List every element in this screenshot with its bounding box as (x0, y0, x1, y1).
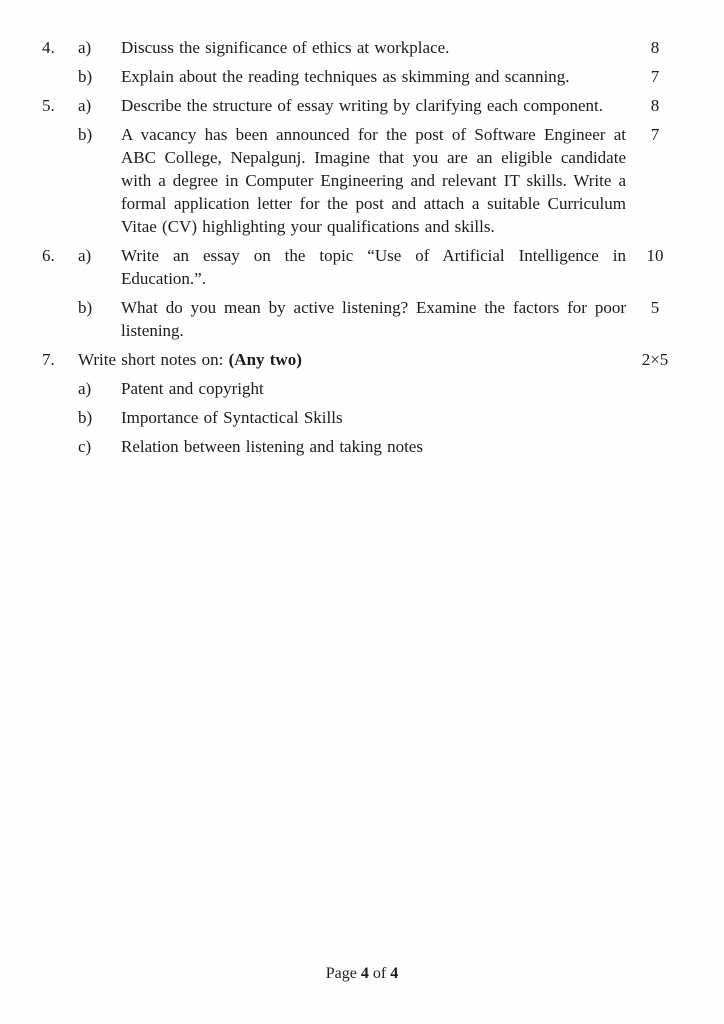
question-number: 6. (42, 246, 55, 265)
part-label: c) (78, 437, 92, 456)
marks-value: 7 (650, 125, 660, 144)
question-list (42, 36, 684, 464)
question-text: Discuss the significance of ethics at workplace. (121, 38, 450, 57)
footer-label: Page (325, 965, 361, 982)
question-number: 4. (42, 38, 55, 57)
marks-value: 10 (646, 246, 664, 265)
part-label: a) (78, 38, 92, 57)
part-label: b) (78, 408, 93, 427)
footer-page-number: 4 (360, 965, 369, 982)
question-number: 7. (42, 350, 55, 369)
marks-value: 5 (650, 298, 660, 317)
marks-value: 7 (650, 67, 660, 86)
question-text: Relation between listening and taking notes (121, 437, 423, 456)
question-text: What do you mean by active listening? Examine the factors for poor listening. (121, 298, 626, 340)
marks-value: 8 (650, 96, 660, 115)
footer-of: of (368, 965, 391, 982)
marks-value: 8 (650, 38, 660, 57)
question-text: Patent and copyright (121, 379, 264, 398)
question-row-7 (42, 348, 684, 371)
question-row-6a (42, 244, 684, 290)
question-text: Describe the structure of essay writing by clarifying each component. (121, 96, 604, 115)
part-label: b) (78, 125, 93, 144)
footer-total-pages: 4 (390, 965, 399, 982)
question-stem (78, 348, 626, 371)
marks-value: 2×5 (641, 350, 669, 369)
part-label: a) (78, 246, 92, 265)
part-label: b) (78, 298, 93, 317)
question-row-4a (42, 36, 684, 59)
question-number: 5. (42, 96, 55, 115)
question-row-7a (42, 377, 684, 400)
question-row-5a (42, 94, 684, 117)
question-text: A vacancy has been announced for the post of Software Engineer at ABC College, Nepalgunj. Imagine that you are an eligible candidate with a degree in Computer Engineering and relevant IT skills. Write a formal application letter for the post and attach a suitable Curriculum Vitae (CV) highlighting your qualifications and skills. (121, 125, 626, 236)
question-row-7c (42, 435, 684, 458)
part-label: a) (78, 96, 92, 115)
part-label: b) (78, 67, 93, 86)
question-row-7b (42, 406, 684, 429)
stem-text: Write short notes on: (78, 350, 229, 369)
question-text: Importance of Syntactical Skills (121, 408, 343, 427)
part-label: a) (78, 379, 92, 398)
question-row-4b (42, 65, 684, 88)
page-footer (0, 962, 724, 985)
question-text: Explain about the reading techniques as skimming and scanning. (121, 67, 570, 86)
question-row-5b (42, 123, 684, 238)
question-text: Write an essay on the topic “Use of Artificial Intelligence in Education.”. (121, 246, 626, 288)
stem-bold-text: (Any two) (228, 350, 302, 369)
question-row-6b (42, 296, 684, 342)
